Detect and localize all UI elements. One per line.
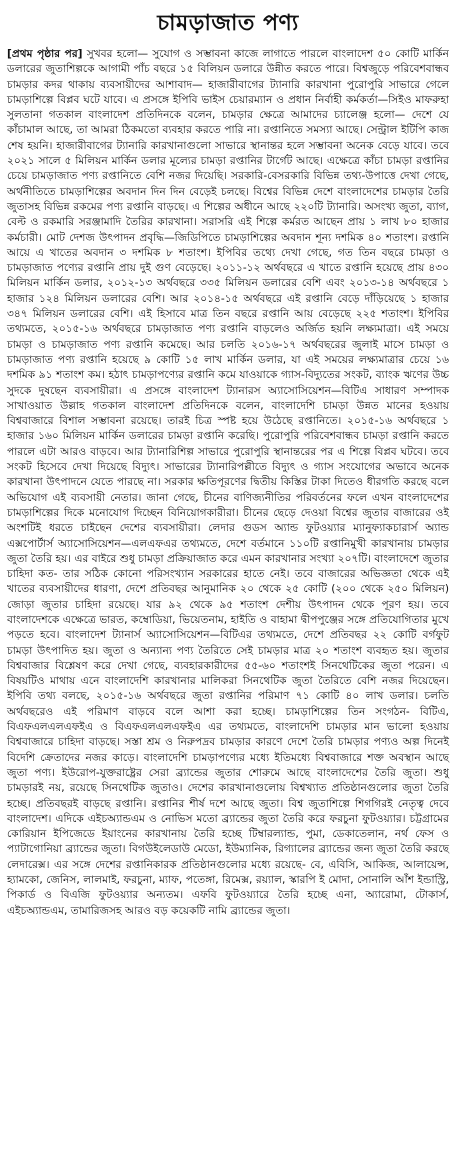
article-text: সুখবর হলো— সুযোগ ও সম্ভাবনা কাজে লাগাতে পারলে বাংলাদেশ ৫০ কোটি মার্কিন ডলারের জুতাশিল্পকে আগামী পাঁচ বছরে ১৫ বিলিয়ন ডলারে উন্নীত করতে পারে। বিশ্বজুড়ে পরিবেশবান্ধব চামড়ার কদর থাকায় ব্যবসায়ীদের আশাবাদ— হাজারীবাগের ট্যানারি কারখানা পুরোপুরি সাভারে গেলে চামড়াশিল্পে বিপ্লব ঘটে যাবে। এ প্রসঙ্গে ইপিবি ভাইস চেয়ারম্যান ও প্রধান নির্বাহী কর্মকর্তা—সিইও মাফরুহা সুলতানা গতকাল বাংলাদেশ প্রতিদিনকে বলেন, চামড়ার ক্ষেত্রে আমাদের চ্যালেঞ্জ হলো— দেশে যে কাঁচামাল আছে, তা আমরা ঠিকমতো ব্যবহার করতে পারি না। রপ্তানিতে সমস্যা আছে। সেন্ট্রাল ইটিপি কাজ শেষ হয়নি। হাজারীবাগের ট্যানারি কারখানাগুলো সাভারে স্থানান্তর হলে সম্ভাবনা অনেক বেড়ে যাবে। তবে ২০২১ সালে ৫ মিলিয়ন মার্কিন ডলার মূল্যের চামড়া রপ্তানির টার্গেট আছে। এক্ষেত্রে কাঁচা চামড়া রপ্তানির চেয়ে চামড়াজাত পণ্য রপ্তানিতে বেশি নজর দিয়েছি। সরকারি-বেসরকারি বিভিন্ন তথ্য-উপাত্তে দেখা গেছে, অর্থনীতিতে চামড়াশিল্পের অবদান দিন দিন বেড়েই চলছে। বিশ্বের বিভিন্ন দেশে বাংলাদেশের চামড়ার তৈরি জুতাসহ বিভিন্ন রকমের পণ্য রপ্তানি বাড়ছে। এ শিল্পের অধীনে আছে ২২০টি ট্যানারি। অসংখ্য জুতা, ব্যাগ, বেল্ট ও রকমারি সরঞ্জামাদি তৈরির কারখানা। সরাসরি এই শিল্পে কর্মরত আছেন প্রায় ১ লাখ ৮০ হাজার কর্মচারী। মোট দেশজ উৎপাদন প্রবৃদ্ধি—জিডিপিতে চামড়াশিল্পের অবদান শূন্য দশমিক ৪০ শতাংশ। রপ্তানি আয়ে এ খাতের অবদান ৩ দশমিক ৮ শতাংশ। ইপিবির তথ্যে দেখা গেছে, গত তিন বছরে চামড়া ও চামড়াজাত পণ্যের রপ্তানি প্রায় দুই গুণ বেড়েছে। ২০১১-১২ অর্থবছরে এ খাতে রপ্তানি হয়েছে প্রায় ৪৩০ মিলিয়ন মার্কিন ডলার, ২০১২-১৩ অর্থবছরে ৩৩৫ মিলিয়ন ডলারের বেশি এবং ২০১৩-১৪ অর্থবছরে ১ হাজার ১২৪ মিলিয়ন ডলারের বেশি। আর ২০১৪-১৫ অর্থবছরে এই রপ্তানি বেড়ে দাঁড়িয়েছে ১ হাজার ৩৪৭ মিলিয়ন ডলারের বেশি। এই হিসাবে মাত্র তিন বছরে রপ্তানি আয় বেড়েছে ২২৫ শতাংশ। ইপিবির তথ্যমতে, ২০১৫-১৬ অর্থবছরে চামড়াজাত পণ্য রপ্তানি বাড়লেও অর্জিত হয়নি লক্ষ্যমাত্রা। এই সময়ে চামড়া ও চামড়াজাত পণ্য রপ্তানি কমেছে। আর চলতি ২০১৬-১৭ অর্থবছরের জুলাই মাসে চামড়া ও চামড়াজাত পণ্য রপ্তানি হয়েছে ৯ কোটি ১৫ লাখ মার্কিন ডলার, যা এই সময়ের লক্ষ্যমাত্রার চেয়ে ১৬ দশমিক ৯১ শতাংশ কম। হঠাৎ চামড়াপণ্যের রপ্তানি কমে যাওয়াকে গ্যাস-বিদ্যুতের সংকট, ব্যাংক ঋণের উচ্চ সুদকে দুষছেন ব্যবসায়ীরা। এ প্রসঙ্গে বাংলাদেশ ট্যানারস অ্যাসোসিয়েশন—বিটিএ সাধারণ সম্পাদক সাখাওয়াত উল্লাহ গতকাল বাংলাদেশ প্রতিদিনকে বলেন, বাংলাদেশি চামড়া উন্নত মানের হওয়ায় বিশ্ববাজারে বিশাল সম্ভাবনা রয়েছে। তারই চিত্র স্পষ্ট হয়ে উঠেছে রপ্তানিতে। ২০১৫-১৬ অর্থবছরে ১ হাজার ১৬০ মিলিয়ন মার্কিন ডলারের চামড়া রপ্তানি করেছি। পুরোপুরি পরিবেশবান্ধব চামড়া রপ্তানি করতে পারলে এটা আরও বাড়বে। আর ট্যানারিশিল্প সাভারে পুরোপুরি স্থানান্তরের পর এ শিল্পে বিপ্লব ঘটবে। তবে সংকট হিসেবে দেখা দিয়েছে বিদ্যুৎ। সাভারের ট্যানারিপল্লীতে বিদ্যুৎ ও গ্যাস সংযোগের অভাবে অনেক কারখানা উৎপাদনে যেতে পারছে না। সরকার ক্ষতিপূরণের দ্বিতীয় কিস্তির টাকা দিতেও ধীরগতি করছে বলে অভিযোগ এই ব্যবসায়ী নেতার। জানা গেছে, চীনের বাণিজ্যনীতির পরিবর্তনের ফলে এখন বাংলাদেশের চামড়াশিল্পের দিকে মনোযোগ দিচ্ছেন বিনিয়োগকারীরা। চীনের ছেড়ে দেওয়া বিশ্বের জুতার বাজারের ওই অংশটিই ধরতে চাইছেন দেশের ব্যবসায়ীরা। লেদার গুডস অ্যান্ড ফুটওয়্যার ম্যানুফ্যাকচারার্স অ্যান্ড এক্সপোর্টার্স অ্যাসোসিয়েশন—এলএফএর তথ্যমতে, দেশে বর্তমানে ১১০টি রপ্তানিমুখী কারখানায় চামড়ার জুতা তৈরি হয়। এর বাইরে শুধু চামড়া প্রক্রিয়াজাত করে এমন কারখানার সংখ্যা ২০৭টি। বাংলাদেশে জুতার চাহিদা কত- তার সঠিক কোনো পরিসংখ্যান সরকারের হাতে নেই। তবে বাজারের অভিজ্ঞতা থেকে এই খাতের ব্যবসায়ীদের ধারণা, দেশে প্রতিবছর আনুমানিক ২০ থেকে ২৫ কোটি (২০০ থেকে ২৫০ মিলিয়ন) জোড়া জুতার চাহিদা রয়েছে। যার ৯২ থেকে ৯৫ শতাংশ দেশীয় উৎপাদন থেকে পূরণ হয়। তবে বাংলাদেশকে এক্ষেত্রে ভারত, কম্বোডিয়া, ভিয়েতনাম, হাইতি ও বাহামা দ্বীপপুঞ্জের সঙ্গে প্রতিযোগিতার মুখে পড়তে হবে। বাংলাদেশ ট্যানার্স অ্যাসোসিয়েশন—বিটিএর তথ্যমতে, দেশে প্রতিবছর ২২ কোটি বর্গফুট চামড়া উৎপাদিত হয়। জুতা ও অন্যান্য পণ্য তৈরিতে সেই চামড়ার মাত্র ২০ শতাংশ ব্যবহৃত হয়। জুতার বিশ্ববাজার বিশ্লেষণ করে দেখা গেছে, ব্যবহারকারীদের ৫৫-৬০ শতাংশই সিনথেটিকের জুতা পরেন। এ বিষয়টিও মাথায় এনে বাংলাদেশি কারখানার মালিকরা সিনথেটিক জুতা তৈরিতে বেশি নজর দিয়েছেন। ইপিবি তথ্য বলছে, ২০১৫-১৬ অর্থবছরে জুতা রপ্তানির পরিমাণ ৭১ কোটি ৪০ লাখ ডলার। চলতি অর্থবছরেও এই পরিমাণ বাড়বে বলে আশা করা হচ্ছে। চামড়াশিল্পের তিন সংগঠন- বিটিএ, বিএফএলএলএফইএ ও বিএফএলএলএফইএ এর তথ্যমতে, বাংলাদেশি চামড়ার মান ভালো হওয়ায় বিশ্ববাজারে চাহিদা বাড়ছে। সস্তা শ্রম ও নিরুপদ্রব চামড়ার কারণে দেশে তৈরি চামড়ার পণ্যও অল্প দিনেই বিদেশি ক্রেতাদের নজর কাড়ে। বাংলাদেশি চামড়াপণ্যের মধ্যে ইতিমধ্যে বিশ্ববাজারে শক্ত অবস্থান আছে জুতা পণ্য। ইউরোপ-যুক্তরাষ্ট্রের সেরা ব্র্যান্ডের জুতার শোরুমে আছে বাংলাদেশের তৈরি জুতা। শুধু চামড়ারই নয়, রয়েছে সিনথেটিক জুতাও। দেশের কারখানাগুলোয় বিশ্বখ্যাত প্রতিষ্ঠানগুলোর জুতা তৈরি হচ্ছে। প্রতিবছরই বাড়ছে রপ্তানি। রপ্তানির শীর্ষ দশে আছে জুতা। বিশ্ব জুতাশিল্পে শিগগিরই নেতৃত্ব দেবে বাংলাদেশ। এদিকে এইচঅ্যান্ডএম ও নোভিস মতো ব্র্যান্ডের জুতা তৈরি করে ফরচুনা ফুটওয়্যার। চট্টগ্রামের কোরিয়ান ইপিজেডে ইয়াংনের কারখানায় তৈরি হচ্ছে টিম্বারল্যান্ড, পুমা, ডেকাতেলান, নর্থ ফেস ও প্যাটাগোনিয়া ব্র্যান্ডের জুতা। বিগউইলেডাউ মেডো, ইউম্যানিক, রিগ্যালের ব্র্যান্ডের জন্য জুতা তৈরি করছে লেদারেক্স। এর সঙ্গে দেশের রপ্তানিকারক প্রতিষ্ঠানগুলোর মধ্যে রয়েছে- বে, এবিসি, আকিজ, আলায়েন্স, হ্যামকো, জেনিস, লালমাই, ফরচুনা, ম্যাফ, পতেঙ্গা, রিমেক্স, রয়্যাল, স্কারপি ই মোদা, সোনালি আঁশ ইন্ডাস্ট্রি, পিকার্ড ও বিএজি ফুটওয়্যার অন্যতম। এফবি ফুটওয়্যারে তৈরি হচ্ছে এনা, অ্যারোমা, টোকার্স, এইচঅ্যান্ডএম, তামারিজসহ আরও বড় কয়েকটি নামি ব্র্যান্ডের জুতা। [7,48,449,917]
continuation-prefix: [প্রথম পৃষ্ঠার পর] [7,48,83,60]
article-body [7,47,449,919]
headline: চামড়াজাত পণ্য [157,11,299,36]
